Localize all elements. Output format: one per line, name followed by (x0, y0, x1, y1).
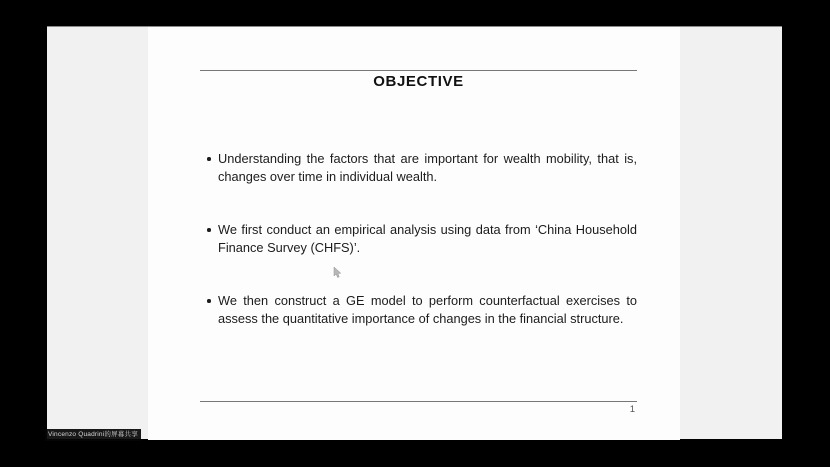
bullet-dot-icon (207, 221, 218, 257)
slide-content (200, 27, 637, 440)
bullet-text: Understanding the factors that are important for wealth mobility, that is, changes over time in individual wealth. (218, 151, 637, 184)
bullet-item (200, 150, 637, 186)
bullet-text: We first conduct an empirical analysis using data from ‘China Household Finance Survey (CHFS)’. (218, 222, 637, 255)
slide-page (148, 27, 680, 440)
bullet-text: We then construct a GE model to perform counterfactual exercises to assess the quantitative importance of changes in the financial structure. (218, 293, 637, 326)
slide-page-number: 1 (629, 404, 635, 415)
footer-rule (200, 401, 637, 402)
title-top-rule (200, 70, 637, 71)
slide-title: OBJECTIVE (373, 73, 464, 90)
bullet-item (200, 221, 637, 257)
bullet-item (200, 292, 637, 328)
bullet-dot-icon (207, 150, 218, 186)
shared-screen-frame (47, 26, 782, 439)
bullet-dot-icon (207, 292, 218, 328)
mouse-pointer-icon (333, 266, 342, 278)
participant-name-badge: Vincenzo Quadrini的屏幕共享 (45, 429, 141, 441)
